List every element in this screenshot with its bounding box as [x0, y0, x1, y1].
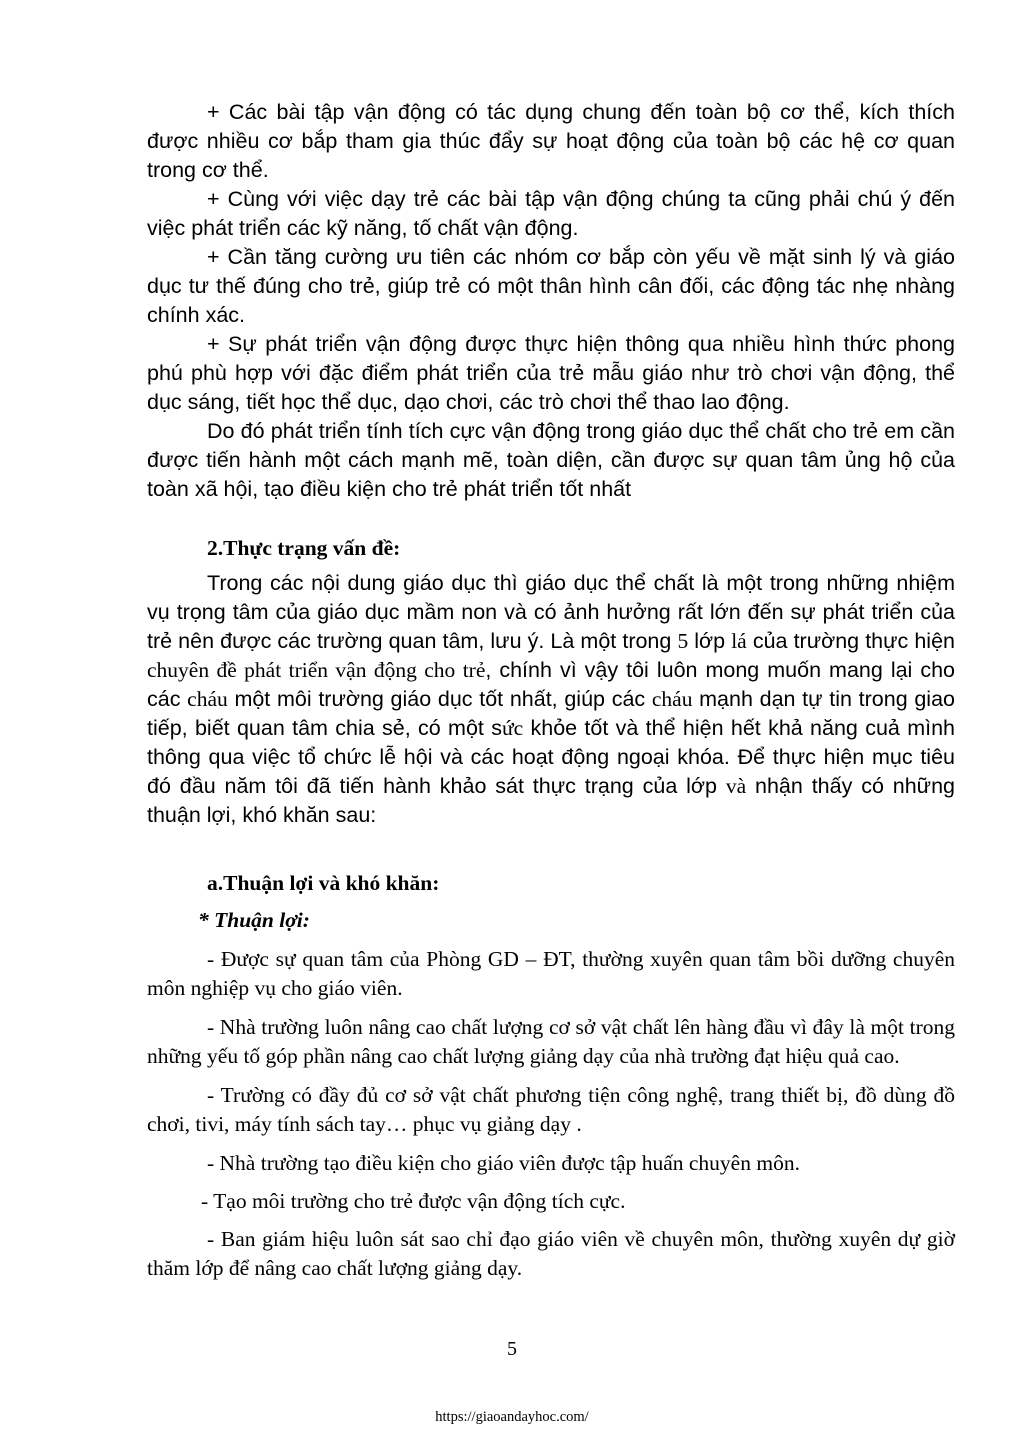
subsection-heading-advantages: * Thuận lợi: [198, 908, 310, 932]
list-item: - Ban giám hiệu luôn sát sao chỉ đạo giáo viên về chuyên môn, thường xuyên dự giờ thăm lớp để nâng cao chất lượng giảng dạy. [147, 1227, 955, 1280]
paragraph-conclusion: Do đó phát triển tính tích cực vận động trong giáo dục thể chất cho trẻ em cần được tiến hành một cách mạnh mẽ, toàn diện, cần được sự quan tâm ủng hộ của toàn xã hội, tạo điều kiện cho trẻ phát triển tốt nhất [147, 419, 955, 501]
body-block-2 [147, 569, 955, 830]
paragraph-skills: + Cùng với việc dạy trẻ các bài tập vận động chúng ta cũng phải chú ý đến việc phát triển các kỹ năng, tố chất vận động. [147, 187, 955, 240]
list-item: - Tạo môi trường cho trẻ được vận động tích cực. [201, 1189, 626, 1213]
list-item: - Được sự quan tâm của Phòng GD – ĐT, thường xuyên quan tâm bồi dưỡng chuyên môn nghiệp vụ cho giáo viên. [147, 947, 955, 1000]
list-item: - Trường có đầy đủ cơ sở vật chất phương tiện công nghệ, trang thiết bị, đồ dùng đồ chơi, tivi, máy tính sách tay… phục vụ giảng dạy . [147, 1083, 955, 1136]
footer-url: https://giaoandayhoc.com/ [435, 1409, 589, 1425]
advantages-list [147, 945, 955, 1283]
subsection-heading-a: a.Thuận lợi và khó khăn: [207, 871, 440, 895]
paragraph-forms: + Sự phát triển vận động được thực hiện thông qua nhiều hình thức phong phú phù hợp với đặc điểm phát triển của trẻ mẫu giáo như trò chơi vận động, thể dục sáng, tiết học thể dục, dạo chơi, các trò chơi thể thao lao động. [147, 332, 955, 414]
paragraph-current-state: Trong các nội dung giáo dục thì giáo dục thể chất là một trong những nhiệm vụ trọng tâm của giáo dục mầm non và có ảnh hưởng rất lớn đến sự phát triển của trẻ nên được các trường quan tâm, lưu ý. Là một trong 5 lớp lá của trường thực hiện chuyên đề phát triển vận động cho trẻ, chính vì vậy tôi luôn mong muốn mang lại cho các cháu một môi trường giáo dục tốt nhất, giúp các cháu mạnh dạn tự tin trong giao tiếp, biết quan tâm chia sẻ, có một sức khỏe tốt và thể hiện hết khả năng cuả mình thông qua việc tổ chức lễ hội và các hoạt động ngoại khóa. Để thực hiện mục tiêu đó đầu năm tôi đã tiến hành khảo sát thực trạng của lớp và nhận thấy có những thuận lợi, khó khăn sau: [147, 571, 956, 827]
body-block-1 [147, 98, 955, 504]
section-heading-2: 2.Thực trạng vấn đề: [207, 536, 401, 560]
list-item: - Nhà trường tạo điều kiện cho giáo viên được tập huấn chuyên môn. [207, 1151, 800, 1175]
list-item: - Nhà trường luôn nâng cao chất lượng cơ sở vật chất lên hàng đầu vì đây là một trong những yếu tố góp phần nâng cao chất lượng giảng dạy của nhà trường đạt hiệu quả cao. [147, 1015, 955, 1068]
paragraph-exercise-effects: + Các bài tập vận động có tác dụng chung đến toàn bộ cơ thể, kích thích được nhiều cơ bắp tham gia thúc đẩy sự hoạt động của toàn bộ các hệ cơ quan trong cơ thể. [147, 100, 955, 182]
paragraph-muscle-groups: + Cần tăng cường ưu tiên các nhóm cơ bắp còn yếu về mặt sinh lý và giáo dục tư thế đúng cho trẻ, giúp trẻ có một thân hình cân đối, các động tác nhẹ nhàng chính xác. [147, 245, 955, 327]
page-number: 5 [507, 1338, 517, 1360]
